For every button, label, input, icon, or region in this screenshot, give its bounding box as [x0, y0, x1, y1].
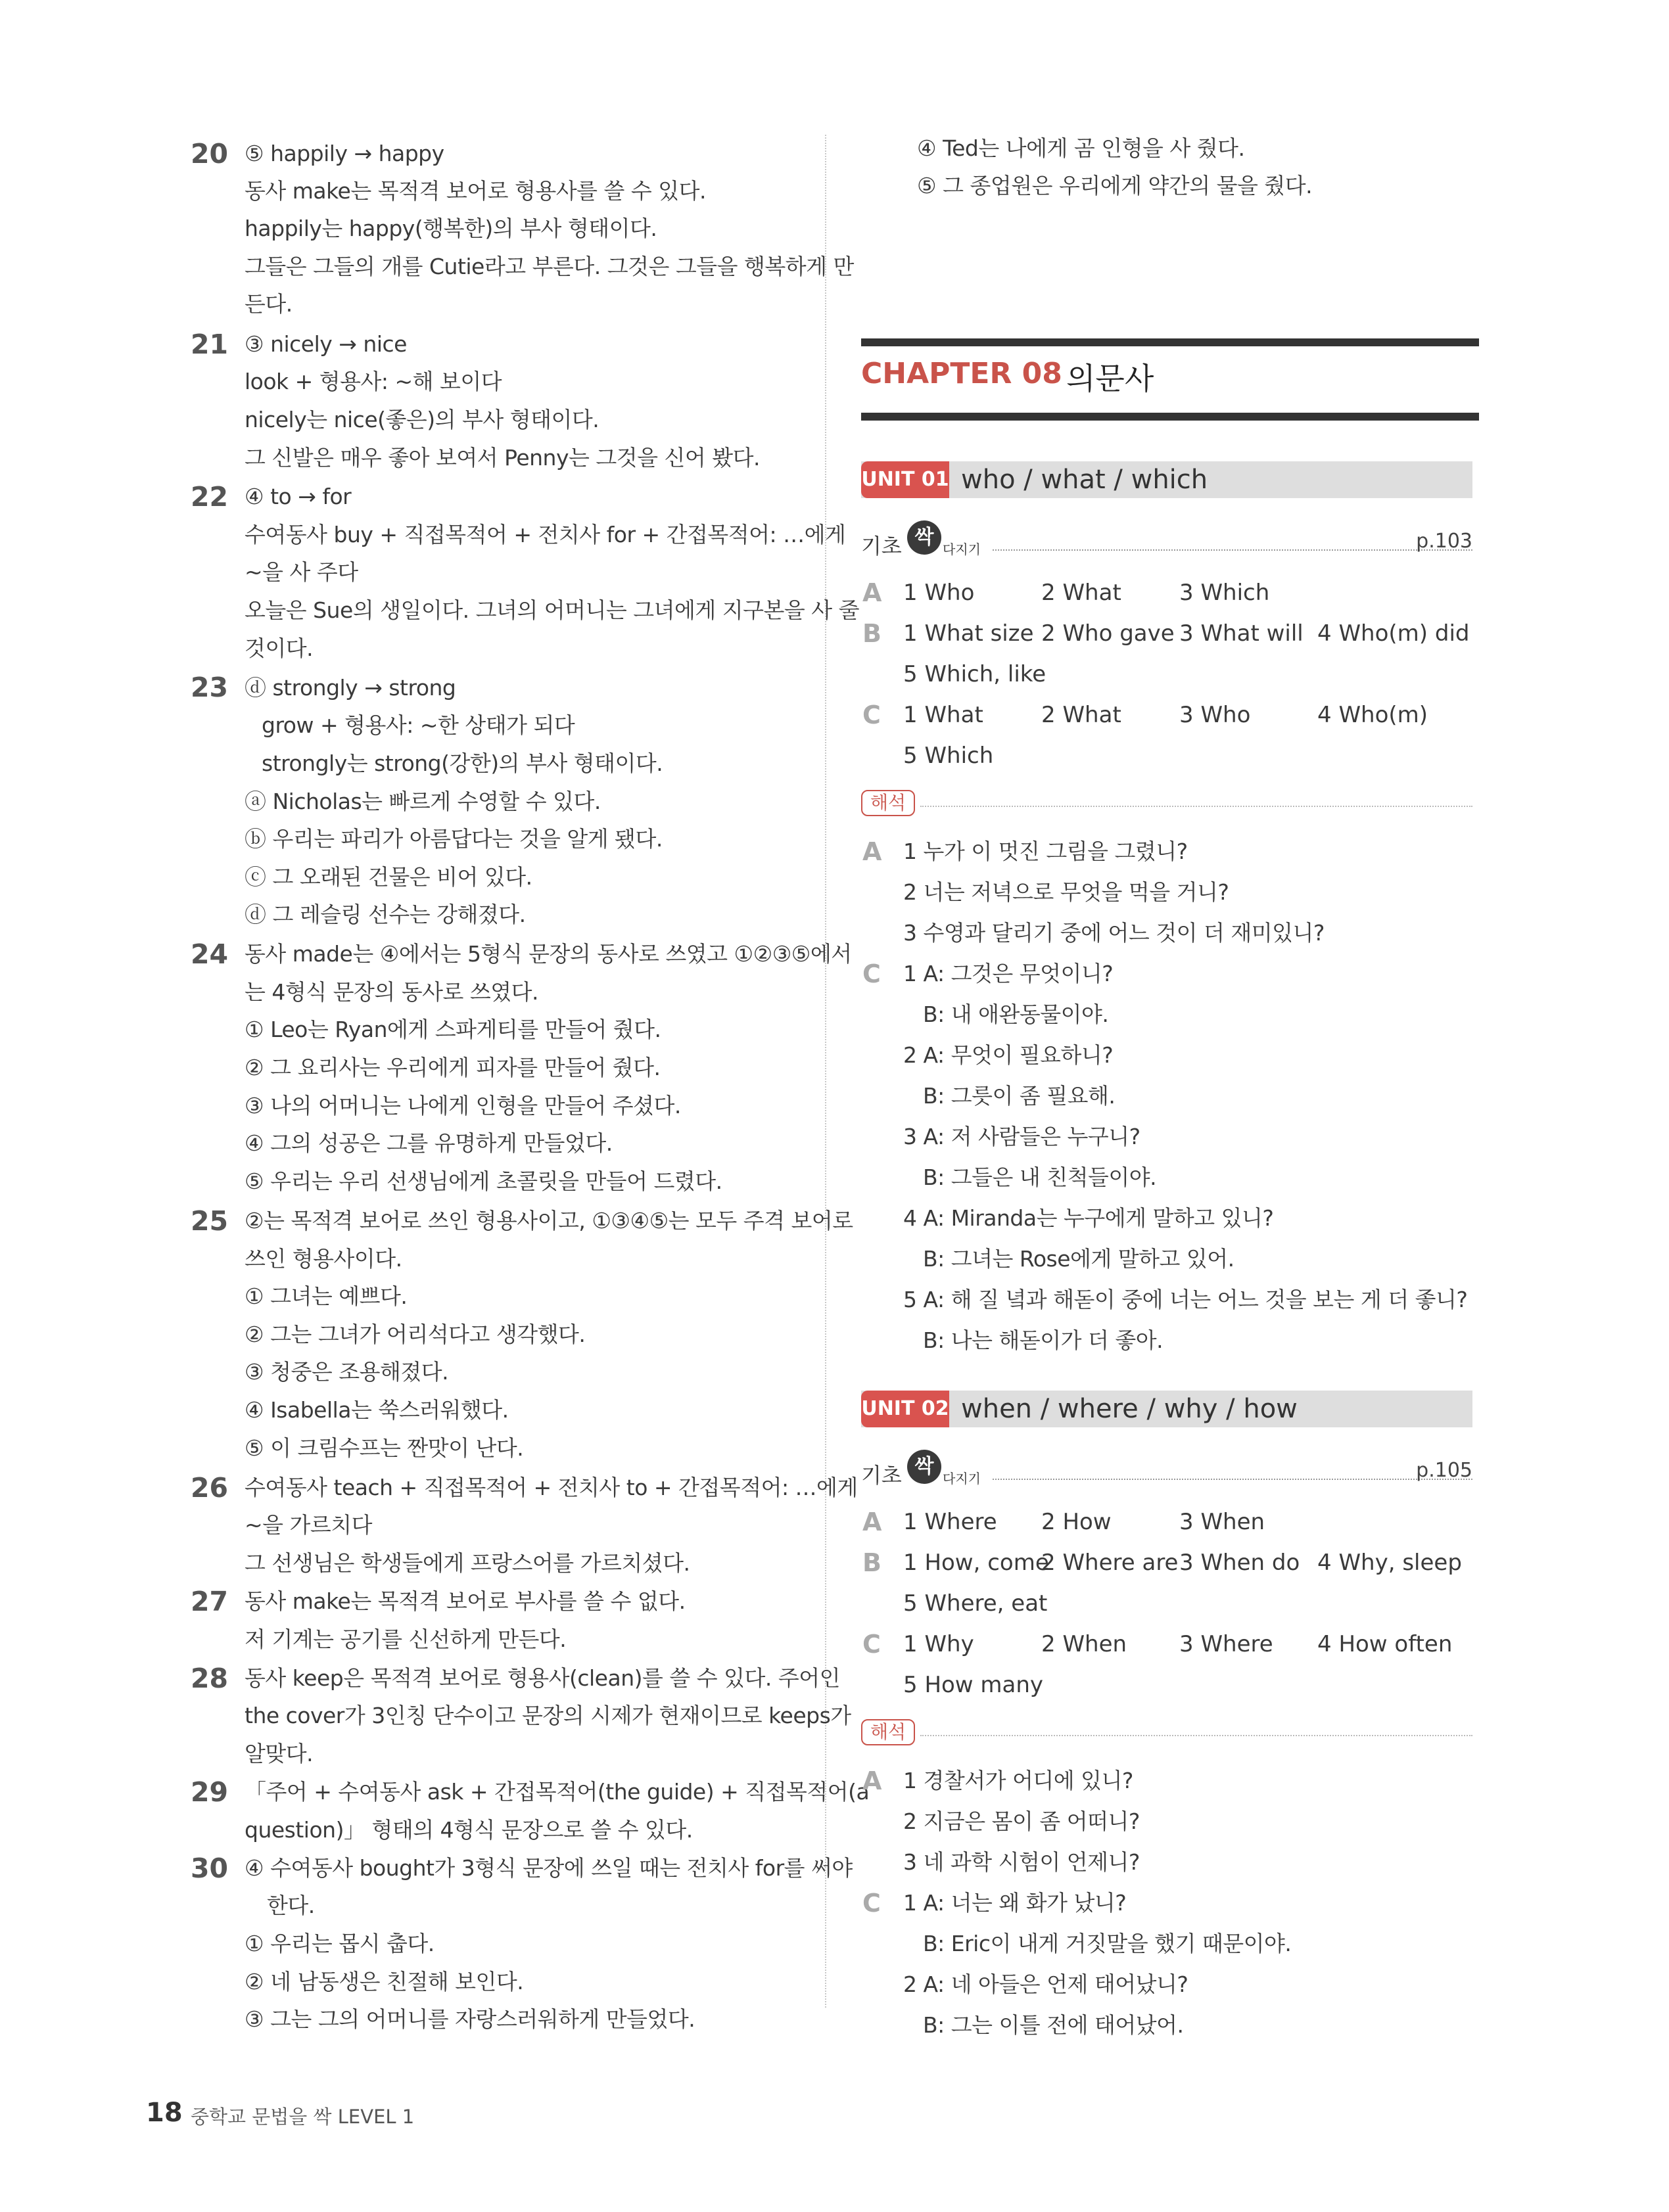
dialogue-line: B: 그녀는 Rose에게 말하고 있어.: [923, 1246, 1234, 1272]
answer-item: 3 When: [1179, 1509, 1265, 1535]
question-number: 27: [191, 1586, 229, 1617]
translation-line: 저 기계는 공기를 신선하게 만든다.: [245, 1626, 567, 1652]
answer-item: 2 When: [1041, 1631, 1127, 1657]
dialogue-line: 5 A: 해 질 녘과 해돋이 중에 너는 어느 것을 보는 게 더 좋니?: [903, 1287, 1468, 1312]
dialogue-line: 2 A: 네 아들은 언제 태어났니?: [903, 1971, 1188, 1997]
translation-line: ③ 나의 어머니는 나에게 인형을 만들어 주셨다.: [245, 1093, 681, 1118]
explanation-line: 는 4형식 문장의 동사로 쓰였다.: [245, 979, 538, 1005]
ssak-badge-icon: 싹: [907, 520, 941, 555]
question-number: 26: [191, 1472, 229, 1504]
question-number: 22: [191, 481, 229, 513]
answer-letter-b: B: [862, 1548, 882, 1577]
dialogue-line: B: 내 애완동물이야.: [923, 1002, 1109, 1027]
answer-item: 4 Who(m): [1317, 702, 1428, 728]
dialogue-line: B: Eric이 내게 거짓말을 했기 때문이야.: [923, 1931, 1292, 1956]
unit-01-header: [861, 461, 1472, 498]
translation-line: 2 지금은 몸이 좀 어떠니?: [903, 1809, 1140, 1834]
unit-title: who / what / which: [961, 465, 1208, 495]
explanation-line: look + 형용사: ~해 보이다: [245, 369, 502, 394]
section-sublabel: 다지기: [943, 1471, 981, 1486]
explanation-line: 수여동사 teach + 직접목적어 + 전치사 to + 간접목적어: …에게: [245, 1475, 858, 1500]
question-number: 29: [191, 1776, 229, 1808]
answer-item: 4 How often: [1317, 1631, 1453, 1657]
chapter-rule-top: [861, 338, 1479, 346]
answer-item: 1 How, come: [903, 1550, 1049, 1576]
section-label: 기초: [861, 534, 902, 559]
translation-tag: 해석: [861, 790, 915, 816]
unit-title: when / where / why / how: [961, 1394, 1298, 1424]
answer-letter-c: C: [862, 1630, 881, 1659]
dotted-line: [993, 549, 1472, 551]
translation-line: 그들은 그들의 개를 Cutie라고 부른다. 그것은 그들을 행복하게 만: [245, 254, 854, 279]
answer-item: 1 Where: [903, 1509, 997, 1535]
translation-line: ③ 청중은 조용해졌다.: [245, 1359, 449, 1385]
translation-line: 그 신발은 매우 좋아 보여서 Penny는 그것을 신어 봤다.: [245, 445, 760, 471]
explanation-line: nicely는 nice(좋은)의 부사 형태이다.: [245, 407, 599, 432]
question-number: 23: [191, 672, 229, 703]
translation-line: ④ Ted는 나에게 곰 인형을 사 줬다.: [917, 135, 1245, 161]
explanation-line: ~을 가르치다: [245, 1512, 373, 1538]
section-sublabel: 다지기: [943, 541, 981, 557]
translation-line: 것이다.: [245, 635, 314, 661]
answer-item: 5 Where, eat: [903, 1590, 1048, 1617]
dotted-line: [920, 806, 1472, 807]
explanation-line: ②는 목적격 보어로 쓰인 형용사이고, ①③④⑤는 모두 주격 보어로: [245, 1208, 853, 1233]
page-reference: p.105: [1416, 1459, 1472, 1482]
explanation-line: question)」 형태의 4형식 문장으로 쓸 수 있다.: [245, 1817, 693, 1843]
dialogue-line: B: 그들은 내 친척들이야.: [923, 1164, 1157, 1190]
explanation-line: happily는 happy(행복한)의 부사 형태이다.: [245, 216, 657, 241]
book-title: 중학교 문법을 싹 LEVEL 1: [191, 2106, 415, 2128]
translation-line: 그 선생님은 학생들에게 프랑스어를 가르치셨다.: [245, 1550, 690, 1576]
explanation-line: 동사 keep은 목적격 보어로 형용사(clean)를 쓸 수 있다. 주어인: [245, 1665, 840, 1691]
answer-item: 2 Who gave: [1041, 620, 1175, 647]
explanation-line: 쓰인 형용사이다.: [245, 1246, 402, 1272]
ssak-badge-icon: 싹: [907, 1450, 941, 1484]
dotted-line: [920, 1735, 1472, 1736]
translation-tag: 해석: [861, 1719, 915, 1745]
unit-tag: UNIT 02: [861, 1391, 949, 1427]
answer-item: 3 When do: [1179, 1550, 1300, 1576]
answer-item: 2 How: [1041, 1509, 1112, 1535]
question-number: 28: [191, 1663, 229, 1694]
answer-item: 1 Who: [903, 580, 975, 606]
explanation-line: ~을 사 주다: [245, 559, 358, 585]
answer-line: ⑤ happily → happy: [245, 141, 444, 166]
translation-line: 1 누가 이 멋진 그림을 그렸니?: [903, 839, 1188, 864]
explanation-line: 수여동사 buy + 직접목적어 + 전치사 for + 간접목적어: …에게: [245, 522, 846, 547]
answer-item: 2 Where are: [1041, 1550, 1179, 1576]
explanation-line: 동사 make는 목적격 보어로 형용사를 쓸 수 있다.: [245, 178, 706, 204]
translation-line: 2 너는 저녁으로 무엇을 먹을 거니?: [903, 879, 1229, 905]
answer-item: 2 What: [1041, 702, 1121, 728]
translation-line: ⓐ Nicholas는 빠르게 수영할 수 있다.: [245, 789, 601, 814]
basic-practice-header: [861, 1450, 1479, 1489]
dialogue-line: 1 A: 그것은 무엇이니?: [903, 961, 1114, 986]
answer-item: 1 What size: [903, 620, 1034, 647]
translation-line: ④ 그의 성공은 그를 유명하게 만들었다.: [245, 1130, 613, 1156]
dialogue-line: B: 그는 이틀 전에 태어났어.: [923, 2012, 1184, 2038]
dialogue-line: 3 A: 저 사람들은 누구니?: [903, 1124, 1140, 1149]
translation-header: [861, 790, 1479, 819]
dialogue-line: B: 그릇이 좀 필요해.: [923, 1083, 1116, 1109]
explanation-line: 알맞다.: [245, 1741, 314, 1766]
translation-header: [861, 1719, 1479, 1748]
chapter-rule-bottom: [861, 413, 1479, 421]
section-label: 기초: [861, 1463, 902, 1488]
basic-practice-header: [861, 520, 1479, 560]
answer-item: 5 How many: [903, 1672, 1044, 1698]
chapter-name: 의문사: [1066, 361, 1154, 396]
translation-line: ⑤ 그 종업원은 우리에게 약간의 물을 줬다.: [917, 173, 1313, 198]
translation-line: ⓓ 그 레슬링 선수는 강해졌다.: [245, 902, 526, 927]
question-number: 25: [191, 1205, 229, 1237]
answer-item: 1 Why: [903, 1631, 974, 1657]
translation-line: ② 그는 그녀가 어리석다고 생각했다.: [245, 1322, 586, 1347]
dialogue-line: B: 나는 해돋이가 더 좋아.: [923, 1327, 1164, 1353]
answer-item: 5 Which: [903, 743, 994, 769]
answer-item: 3 Which: [1179, 580, 1270, 606]
translation-line: 든다.: [245, 291, 293, 317]
answer-item: 5 Which, like: [903, 661, 1046, 687]
translation-line: 1 경찰서가 어디에 있니?: [903, 1768, 1133, 1793]
translation-line: 오늘은 Sue의 생일이다. 그녀의 어머니는 그녀에게 지구본을 사 줄: [245, 597, 860, 623]
unit-tag: UNIT 01: [861, 461, 949, 498]
translation-line: ③ 그는 그의 어머니를 자랑스러워하게 만들었다.: [245, 2006, 695, 2032]
translation-line: ① Leo는 Ryan에게 스파게티를 만들어 줬다.: [245, 1017, 661, 1042]
answer-letter-c: C: [862, 701, 881, 729]
explanation-line: grow + 형용사: ~한 상태가 되다: [262, 712, 575, 738]
translation-line: ⑤ 우리는 우리 선생님에게 초콜릿을 만들어 드렸다.: [245, 1168, 722, 1194]
translation-line: ⑤ 이 크림수프는 짠맛이 난다.: [245, 1435, 524, 1461]
dialogue-line: 2 A: 무엇이 필요하니?: [903, 1042, 1114, 1068]
question-number: 30: [191, 1853, 229, 1884]
explanation-line: 동사 make는 목적격 보어로 부사를 쓸 수 없다.: [245, 1588, 686, 1614]
answer-line: ④ 수여동사 bought가 3형식 문장에 쓰일 때는 전치사 for를 써야: [245, 1855, 853, 1881]
page-reference: p.103: [1416, 530, 1472, 553]
translation-letter-a: A: [862, 1766, 882, 1795]
answer-letter-b: B: [862, 619, 882, 648]
translation-letter-c: C: [862, 1889, 881, 1918]
explanation-line: the cover가 3인칭 단수이고 문장의 시제가 현재이므로 keeps가: [245, 1703, 851, 1728]
answer-item: 3 Who: [1179, 702, 1251, 728]
answer-line: ⓓ strongly → strong: [245, 675, 456, 701]
unit-02-header: [861, 1391, 1472, 1427]
answer-item: 4 Why, sleep: [1317, 1550, 1462, 1576]
dialogue-line: 1 A: 너는 왜 화가 났니?: [903, 1890, 1127, 1916]
answer-line: ③ nicely → nice: [245, 331, 407, 357]
page-number: 18: [146, 2098, 183, 2128]
translation-letter-a: A: [862, 837, 882, 866]
translation-line: 3 수영과 달리기 중에 어느 것이 더 재미있니?: [903, 920, 1325, 946]
translation-line: ④ Isabella는 쑥스러워했다.: [245, 1397, 509, 1423]
explanation-line: 한다.: [267, 1893, 315, 1918]
answer-item: 3 Where: [1179, 1631, 1273, 1657]
dialogue-line: 4 A: Miranda는 누구에게 말하고 있니?: [903, 1205, 1274, 1231]
answer-line: ④ to → for: [245, 484, 352, 509]
answer-letter-a: A: [862, 578, 882, 607]
question-number: 24: [191, 938, 229, 970]
translation-line: ① 우리는 몹시 춥다.: [245, 1931, 435, 1956]
answer-item: 1 What: [903, 702, 983, 728]
answer-item: 4 Who(m) did: [1317, 620, 1470, 647]
chapter-label: CHAPTER 08: [861, 357, 1062, 390]
dotted-line: [993, 1479, 1472, 1480]
translation-line: 3 네 과학 시험이 언제니?: [903, 1849, 1140, 1875]
question-number: 20: [191, 138, 229, 170]
explanation-line: 동사 made는 ④에서는 5형식 문장의 동사로 쓰였고 ①②③⑤에서: [245, 941, 852, 967]
explanation-line: strongly는 strong(강한)의 부사 형태이다.: [262, 750, 663, 776]
answer-letter-a: A: [862, 1508, 882, 1536]
translation-line: ② 그 요리사는 우리에게 피자를 만들어 줬다.: [245, 1055, 661, 1080]
translation-letter-c: C: [862, 959, 881, 988]
translation-line: ⓑ 우리는 파리가 아름답다는 것을 알게 됐다.: [245, 826, 663, 852]
answer-item: 3 What will: [1179, 620, 1304, 647]
explanation-line: 「주어 + 수여동사 ask + 간접목적어(the guide) + 직접목적어(a: [245, 1779, 870, 1805]
translation-line: ① 그녀는 예쁘다.: [245, 1283, 408, 1309]
answer-item: 2 What: [1041, 580, 1121, 606]
translation-line: ⓒ 그 오래된 건물은 비어 있다.: [245, 864, 532, 890]
translation-line: ② 네 남동생은 친절해 보인다.: [245, 1969, 524, 1994]
question-number: 21: [191, 329, 229, 360]
